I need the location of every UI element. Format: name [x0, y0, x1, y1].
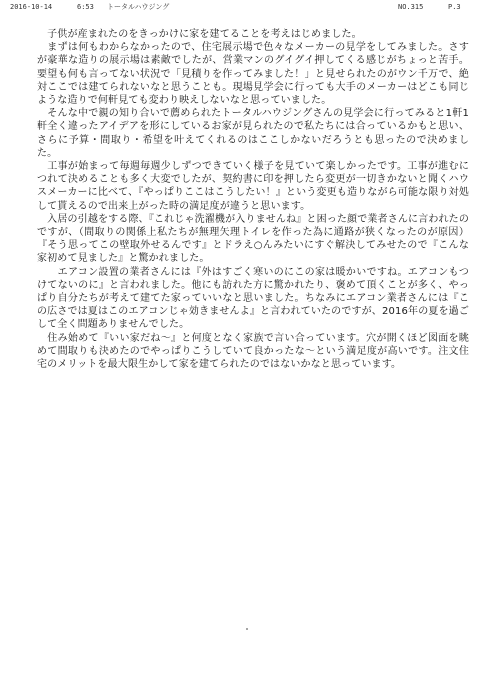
fax-document-number: NO.315 [398, 3, 424, 11]
paragraph-construction: 工事が始まって毎週毎週少しずつできていく様子を見ていて楽しかったです。工事が進むにつれて決めることも多く大変でしたが、契約書に印を押したら変更が一切きかないと聞くハウスメーカーに比べて、『やっぱりここはこうしたい！』という変更も造りながら可能な限り対処して貰えるので出来上がった時の満足度が違うと思います。 [37, 161, 469, 212]
paragraph-showroom: まずは何もわからなかったので、住宅展示場で色々なメーカーの見学をしてみました。さすが豪華な造りの展示場は素敵でしたが、営業マンのグイグイ押してくる感じがちょっと苦手。要望も何も言ってない状況で「見積りを作ってみました！」と見せられたのがウン千万で、絶対ここでは建てられないなと思うことも。現場見学会に行っても大手のメーカーはどこも同じような造りで何軒見ても変わり映えしないなと思っていました。 [37, 42, 469, 107]
fax-header [10, 1, 490, 13]
paragraph-conclusion: 住み始めて『いい家だね～』と何度となく家族で言い合っています。穴が開くほど図面を眺めて間取りも決めたのでやっぱりこうしていて良かったな～という満足度が高いです。注文住宅のメリットを最大限生かして家を建てられたのではないかなと思っています。 [37, 332, 469, 371]
paragraph-moving-in: 入居の引越をする際、『これじゃ洗濯機が入りませんね』と困った顔で業者さんに言われたのですが、（間取りの関係上私たちが無理矢理トイレを作った為に通路が狭くなったのが原因）『そう思ってこの壁取外せるんです』とドラえ○んみたいにすぐ解決してみせたので『こんな家初めて見ました』と驚かれました。 [37, 213, 469, 265]
scan-speck [246, 628, 248, 630]
fax-date: 2016-10-14 [10, 3, 53, 11]
testimonial-text [37, 28, 469, 371]
paragraph-aircon: エアコン設置の業者さんには『外はすごく寒いのにこの家は暖かいですね。エアコンもつけてないのに』と言われました。他にも訪れた方に驚かれたり、褒めて頂くことが多く、やっぱり自分たちが考えて建てた家っていいなと思いました。ちなみにエアコン業者さんには『この広さでは夏はこのエアコンじゃ効きませんよ』と言われていたのですが、2016年の夏を過ごして全く問題ありませんでした。 [37, 266, 469, 331]
fax-time: 6:53 [77, 3, 94, 11]
fax-page-number: P.3 [448, 3, 461, 11]
paragraph-decision: そんな中で親の知り合いで薦められたトータルハウジングさんの見学会に行ってみると1軒1軒全く違ったアイデアを形にしているお家が見られたので私たちには合っているかもと思い、さらに予算・間取り・希望を叶えてくれるのはここしかないだろうとも思ったので決めました。 [37, 108, 469, 159]
fax-sender: トータルハウジング [107, 3, 170, 11]
paragraph-intro: 子供が産まれたのをきっかけに家を建てることを考えはじめました。 [37, 29, 362, 40]
